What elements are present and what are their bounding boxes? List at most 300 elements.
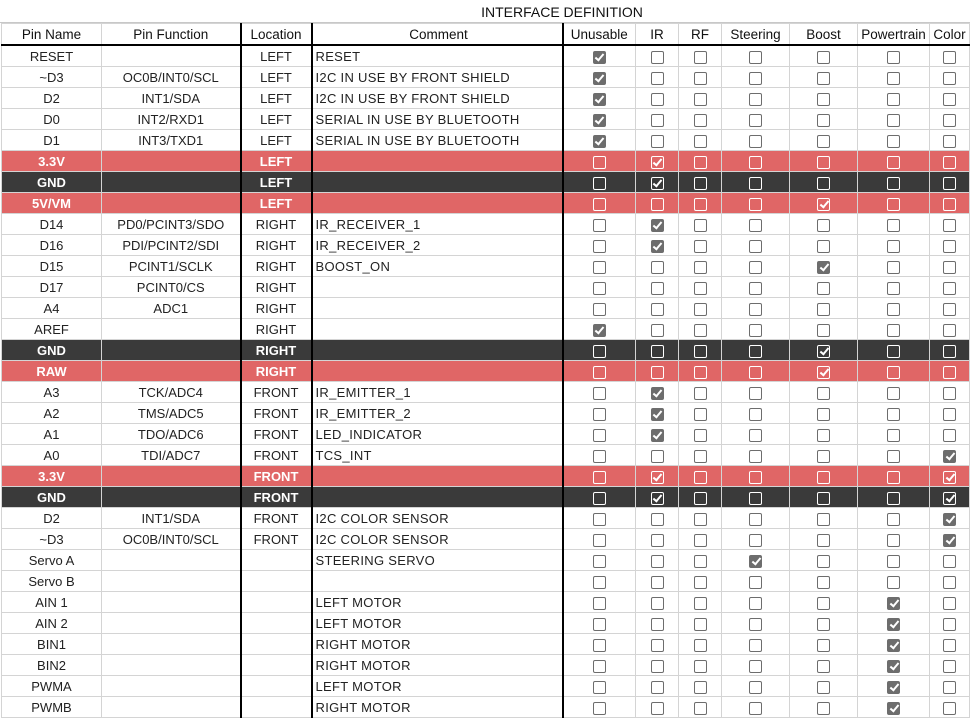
boost-checkbox[interactable] xyxy=(817,93,830,106)
color-checkbox[interactable] xyxy=(943,660,956,673)
powertrain-checkbox[interactable] xyxy=(887,366,900,379)
steering-checkbox[interactable] xyxy=(749,198,762,211)
pin-name-cell[interactable]: PWMA xyxy=(2,676,102,697)
pin-function-cell[interactable] xyxy=(102,676,241,697)
color-checkbox[interactable] xyxy=(943,576,956,589)
color-checkbox[interactable] xyxy=(943,135,956,148)
boost-checkbox[interactable] xyxy=(817,51,830,64)
unusable-checkbox[interactable] xyxy=(593,471,606,484)
color-checkbox[interactable] xyxy=(943,597,956,610)
boost-checkbox[interactable] xyxy=(817,135,830,148)
boost-checkbox[interactable] xyxy=(817,240,830,253)
color-checkbox[interactable] xyxy=(943,366,956,379)
ir-checkbox[interactable] xyxy=(651,471,664,484)
pin-function-cell[interactable] xyxy=(102,634,241,655)
boost-checkbox[interactable] xyxy=(817,408,830,421)
pin-function-cell[interactable]: TDI/ADC7 xyxy=(102,445,241,466)
comment-cell[interactable] xyxy=(312,487,563,508)
boost-checkbox[interactable] xyxy=(817,702,830,715)
comment-cell[interactable] xyxy=(312,151,563,172)
boost-checkbox[interactable] xyxy=(817,261,830,274)
color-checkbox[interactable] xyxy=(943,513,956,526)
steering-checkbox[interactable] xyxy=(749,177,762,190)
pin-function-cell[interactable] xyxy=(102,340,241,361)
color-checkbox[interactable] xyxy=(943,177,956,190)
comment-cell[interactable]: IR_RECEIVER_1 xyxy=(312,214,563,235)
ir-checkbox[interactable] xyxy=(651,261,664,274)
column-header-pin-function[interactable]: Pin Function xyxy=(102,24,241,46)
powertrain-checkbox[interactable] xyxy=(887,114,900,127)
color-checkbox[interactable] xyxy=(943,324,956,337)
color-checkbox[interactable] xyxy=(943,681,956,694)
column-header-boost[interactable]: Boost xyxy=(790,24,858,46)
unusable-checkbox[interactable] xyxy=(593,51,606,64)
color-checkbox[interactable] xyxy=(943,555,956,568)
unusable-checkbox[interactable] xyxy=(593,597,606,610)
pin-function-cell[interactable]: INT3/TXD1 xyxy=(102,130,241,151)
boost-checkbox[interactable] xyxy=(817,597,830,610)
color-checkbox[interactable] xyxy=(943,639,956,652)
ir-checkbox[interactable] xyxy=(651,492,664,505)
steering-checkbox[interactable] xyxy=(749,324,762,337)
boost-checkbox[interactable] xyxy=(817,450,830,463)
comment-cell[interactable] xyxy=(312,193,563,214)
color-checkbox[interactable] xyxy=(943,345,956,358)
rf-checkbox[interactable] xyxy=(694,513,707,526)
rf-checkbox[interactable] xyxy=(694,450,707,463)
column-header-steering[interactable]: Steering xyxy=(722,24,790,46)
rf-checkbox[interactable] xyxy=(694,282,707,295)
comment-cell[interactable] xyxy=(312,298,563,319)
comment-cell[interactable]: RIGHT MOTOR xyxy=(312,697,563,718)
location-cell[interactable]: FRONT xyxy=(241,424,312,445)
rf-checkbox[interactable] xyxy=(694,576,707,589)
pin-function-cell[interactable] xyxy=(102,151,241,172)
rf-checkbox[interactable] xyxy=(694,303,707,316)
rf-checkbox[interactable] xyxy=(694,618,707,631)
boost-checkbox[interactable] xyxy=(817,324,830,337)
comment-cell[interactable] xyxy=(312,571,563,592)
location-cell[interactable]: RIGHT xyxy=(241,319,312,340)
column-header-unusable[interactable]: Unusable xyxy=(563,24,636,46)
pin-name-cell[interactable]: 3.3V xyxy=(2,466,102,487)
location-cell[interactable]: LEFT xyxy=(241,172,312,193)
color-checkbox[interactable] xyxy=(943,219,956,232)
column-header-rf[interactable]: RF xyxy=(679,24,722,46)
pin-name-cell[interactable]: GND xyxy=(2,172,102,193)
unusable-checkbox[interactable] xyxy=(593,660,606,673)
comment-cell[interactable]: I2C IN USE BY FRONT SHIELD xyxy=(312,88,563,109)
comment-cell[interactable]: IR_RECEIVER_2 xyxy=(312,235,563,256)
pin-name-cell[interactable]: BIN2 xyxy=(2,655,102,676)
pin-name-cell[interactable]: GND xyxy=(2,487,102,508)
rf-checkbox[interactable] xyxy=(694,261,707,274)
unusable-checkbox[interactable] xyxy=(593,555,606,568)
comment-cell[interactable]: RIGHT MOTOR xyxy=(312,634,563,655)
rf-checkbox[interactable] xyxy=(694,219,707,232)
pin-function-cell[interactable]: TDO/ADC6 xyxy=(102,424,241,445)
pin-function-cell[interactable] xyxy=(102,45,241,67)
location-cell[interactable]: LEFT xyxy=(241,45,312,67)
pin-function-cell[interactable]: OC0B/INT0/SCL xyxy=(102,67,241,88)
ir-checkbox[interactable] xyxy=(651,135,664,148)
rf-checkbox[interactable] xyxy=(694,51,707,64)
rf-checkbox[interactable] xyxy=(694,366,707,379)
pin-name-cell[interactable]: BIN1 xyxy=(2,634,102,655)
location-cell[interactable]: RIGHT xyxy=(241,298,312,319)
rf-checkbox[interactable] xyxy=(694,93,707,106)
unusable-checkbox[interactable] xyxy=(593,387,606,400)
location-cell[interactable] xyxy=(241,697,312,718)
steering-checkbox[interactable] xyxy=(749,282,762,295)
location-cell[interactable] xyxy=(241,592,312,613)
pin-name-cell[interactable]: AIN 1 xyxy=(2,592,102,613)
pin-name-cell[interactable]: AREF xyxy=(2,319,102,340)
comment-cell[interactable]: TCS_INT xyxy=(312,445,563,466)
powertrain-checkbox[interactable] xyxy=(887,282,900,295)
pin-name-cell[interactable]: 5V/VM xyxy=(2,193,102,214)
rf-checkbox[interactable] xyxy=(694,471,707,484)
comment-cell[interactable] xyxy=(312,340,563,361)
pin-function-cell[interactable] xyxy=(102,592,241,613)
unusable-checkbox[interactable] xyxy=(593,576,606,589)
pin-function-cell[interactable] xyxy=(102,193,241,214)
pin-name-cell[interactable]: A2 xyxy=(2,403,102,424)
powertrain-checkbox[interactable] xyxy=(887,429,900,442)
ir-checkbox[interactable] xyxy=(651,513,664,526)
pin-function-cell[interactable] xyxy=(102,172,241,193)
ir-checkbox[interactable] xyxy=(651,156,664,169)
comment-cell[interactable]: LEFT MOTOR xyxy=(312,613,563,634)
powertrain-checkbox[interactable] xyxy=(887,51,900,64)
steering-checkbox[interactable] xyxy=(749,660,762,673)
location-cell[interactable]: LEFT xyxy=(241,151,312,172)
unusable-checkbox[interactable] xyxy=(593,114,606,127)
pin-name-cell[interactable]: D1 xyxy=(2,130,102,151)
color-checkbox[interactable] xyxy=(943,156,956,169)
rf-checkbox[interactable] xyxy=(694,240,707,253)
powertrain-checkbox[interactable] xyxy=(887,513,900,526)
comment-cell[interactable]: BOOST_ON xyxy=(312,256,563,277)
location-cell[interactable]: LEFT xyxy=(241,130,312,151)
powertrain-checkbox[interactable] xyxy=(887,597,900,610)
ir-checkbox[interactable] xyxy=(651,429,664,442)
boost-checkbox[interactable] xyxy=(817,156,830,169)
unusable-checkbox[interactable] xyxy=(593,492,606,505)
powertrain-checkbox[interactable] xyxy=(887,261,900,274)
pin-name-cell[interactable]: RAW xyxy=(2,361,102,382)
unusable-checkbox[interactable] xyxy=(593,324,606,337)
steering-checkbox[interactable] xyxy=(749,303,762,316)
pin-function-cell[interactable]: PCINT1/SCLK xyxy=(102,256,241,277)
location-cell[interactable] xyxy=(241,676,312,697)
boost-checkbox[interactable] xyxy=(817,513,830,526)
column-header-comment[interactable]: Comment xyxy=(312,24,563,46)
boost-checkbox[interactable] xyxy=(817,639,830,652)
powertrain-checkbox[interactable] xyxy=(887,198,900,211)
comment-cell[interactable] xyxy=(312,466,563,487)
ir-checkbox[interactable] xyxy=(651,387,664,400)
ir-checkbox[interactable] xyxy=(651,324,664,337)
pin-name-cell[interactable]: D0 xyxy=(2,109,102,130)
ir-checkbox[interactable] xyxy=(651,618,664,631)
pin-function-cell[interactable] xyxy=(102,655,241,676)
unusable-checkbox[interactable] xyxy=(593,135,606,148)
steering-checkbox[interactable] xyxy=(749,450,762,463)
boost-checkbox[interactable] xyxy=(817,282,830,295)
rf-checkbox[interactable] xyxy=(694,597,707,610)
rf-checkbox[interactable] xyxy=(694,408,707,421)
powertrain-checkbox[interactable] xyxy=(887,219,900,232)
location-cell[interactable] xyxy=(241,655,312,676)
boost-checkbox[interactable] xyxy=(817,198,830,211)
rf-checkbox[interactable] xyxy=(694,72,707,85)
rf-checkbox[interactable] xyxy=(694,198,707,211)
unusable-checkbox[interactable] xyxy=(593,72,606,85)
ir-checkbox[interactable] xyxy=(651,597,664,610)
location-cell[interactable]: FRONT xyxy=(241,508,312,529)
pin-name-cell[interactable]: D2 xyxy=(2,88,102,109)
color-checkbox[interactable] xyxy=(943,261,956,274)
location-cell[interactable]: RIGHT xyxy=(241,277,312,298)
powertrain-checkbox[interactable] xyxy=(887,660,900,673)
location-cell[interactable]: RIGHT xyxy=(241,235,312,256)
powertrain-checkbox[interactable] xyxy=(887,492,900,505)
pin-name-cell[interactable]: D16 xyxy=(2,235,102,256)
steering-checkbox[interactable] xyxy=(749,639,762,652)
ir-checkbox[interactable] xyxy=(651,366,664,379)
pin-function-cell[interactable]: PCINT0/CS xyxy=(102,277,241,298)
steering-checkbox[interactable] xyxy=(749,429,762,442)
pin-function-cell[interactable] xyxy=(102,361,241,382)
comment-cell[interactable]: I2C COLOR SENSOR xyxy=(312,529,563,550)
pin-function-cell[interactable]: PDI/PCINT2/SDI xyxy=(102,235,241,256)
pin-name-cell[interactable]: ~D3 xyxy=(2,529,102,550)
location-cell[interactable]: LEFT xyxy=(241,109,312,130)
color-checkbox[interactable] xyxy=(943,450,956,463)
steering-checkbox[interactable] xyxy=(749,114,762,127)
powertrain-checkbox[interactable] xyxy=(887,387,900,400)
comment-cell[interactable]: RIGHT MOTOR xyxy=(312,655,563,676)
unusable-checkbox[interactable] xyxy=(593,261,606,274)
unusable-checkbox[interactable] xyxy=(593,282,606,295)
powertrain-checkbox[interactable] xyxy=(887,555,900,568)
steering-checkbox[interactable] xyxy=(749,345,762,358)
color-checkbox[interactable] xyxy=(943,429,956,442)
comment-cell[interactable]: I2C IN USE BY FRONT SHIELD xyxy=(312,67,563,88)
column-header-location[interactable]: Location xyxy=(241,24,312,46)
location-cell[interactable]: FRONT xyxy=(241,445,312,466)
comment-cell[interactable]: I2C COLOR SENSOR xyxy=(312,508,563,529)
rf-checkbox[interactable] xyxy=(694,156,707,169)
steering-checkbox[interactable] xyxy=(749,702,762,715)
column-header-color[interactable]: Color xyxy=(930,24,970,46)
location-cell[interactable] xyxy=(241,550,312,571)
comment-cell[interactable]: IR_EMITTER_2 xyxy=(312,403,563,424)
column-header-powertrain[interactable]: Powertrain xyxy=(858,24,930,46)
boost-checkbox[interactable] xyxy=(817,576,830,589)
pin-function-cell[interactable] xyxy=(102,319,241,340)
boost-checkbox[interactable] xyxy=(817,219,830,232)
boost-checkbox[interactable] xyxy=(817,429,830,442)
steering-checkbox[interactable] xyxy=(749,156,762,169)
steering-checkbox[interactable] xyxy=(749,408,762,421)
ir-checkbox[interactable] xyxy=(651,450,664,463)
comment-cell[interactable]: LEFT MOTOR xyxy=(312,592,563,613)
powertrain-checkbox[interactable] xyxy=(887,156,900,169)
rf-checkbox[interactable] xyxy=(694,177,707,190)
steering-checkbox[interactable] xyxy=(749,492,762,505)
powertrain-checkbox[interactable] xyxy=(887,450,900,463)
color-checkbox[interactable] xyxy=(943,702,956,715)
rf-checkbox[interactable] xyxy=(694,681,707,694)
powertrain-checkbox[interactable] xyxy=(887,177,900,190)
boost-checkbox[interactable] xyxy=(817,177,830,190)
pin-function-cell[interactable]: ADC1 xyxy=(102,298,241,319)
steering-checkbox[interactable] xyxy=(749,471,762,484)
rf-checkbox[interactable] xyxy=(694,387,707,400)
comment-cell[interactable]: LEFT MOTOR xyxy=(312,676,563,697)
rf-checkbox[interactable] xyxy=(694,534,707,547)
ir-checkbox[interactable] xyxy=(651,660,664,673)
unusable-checkbox[interactable] xyxy=(593,366,606,379)
pin-function-cell[interactable]: OC0B/INT0/SCL xyxy=(102,529,241,550)
unusable-checkbox[interactable] xyxy=(593,681,606,694)
pin-function-cell[interactable] xyxy=(102,571,241,592)
ir-checkbox[interactable] xyxy=(651,576,664,589)
color-checkbox[interactable] xyxy=(943,240,956,253)
ir-checkbox[interactable] xyxy=(651,219,664,232)
rf-checkbox[interactable] xyxy=(694,345,707,358)
ir-checkbox[interactable] xyxy=(651,240,664,253)
steering-checkbox[interactable] xyxy=(749,366,762,379)
pin-name-cell[interactable]: D2 xyxy=(2,508,102,529)
steering-checkbox[interactable] xyxy=(749,240,762,253)
unusable-checkbox[interactable] xyxy=(593,303,606,316)
pin-name-cell[interactable]: A4 xyxy=(2,298,102,319)
ir-checkbox[interactable] xyxy=(651,93,664,106)
pin-name-cell[interactable]: GND xyxy=(2,340,102,361)
comment-cell[interactable]: SERIAL IN USE BY BLUETOOTH xyxy=(312,109,563,130)
unusable-checkbox[interactable] xyxy=(593,534,606,547)
pin-name-cell[interactable]: A0 xyxy=(2,445,102,466)
pin-function-cell[interactable] xyxy=(102,613,241,634)
pin-name-cell[interactable]: D17 xyxy=(2,277,102,298)
color-checkbox[interactable] xyxy=(943,93,956,106)
rf-checkbox[interactable] xyxy=(694,639,707,652)
boost-checkbox[interactable] xyxy=(817,471,830,484)
powertrain-checkbox[interactable] xyxy=(887,324,900,337)
boost-checkbox[interactable] xyxy=(817,72,830,85)
location-cell[interactable]: RIGHT xyxy=(241,214,312,235)
pin-function-cell[interactable]: TCK/ADC4 xyxy=(102,382,241,403)
color-checkbox[interactable] xyxy=(943,51,956,64)
ir-checkbox[interactable] xyxy=(651,303,664,316)
unusable-checkbox[interactable] xyxy=(593,156,606,169)
location-cell[interactable]: FRONT xyxy=(241,382,312,403)
steering-checkbox[interactable] xyxy=(749,597,762,610)
steering-checkbox[interactable] xyxy=(749,576,762,589)
pin-name-cell[interactable]: Servo A xyxy=(2,550,102,571)
location-cell[interactable]: RIGHT xyxy=(241,361,312,382)
powertrain-checkbox[interactable] xyxy=(887,72,900,85)
unusable-checkbox[interactable] xyxy=(593,429,606,442)
steering-checkbox[interactable] xyxy=(749,534,762,547)
powertrain-checkbox[interactable] xyxy=(887,135,900,148)
rf-checkbox[interactable] xyxy=(694,492,707,505)
boost-checkbox[interactable] xyxy=(817,681,830,694)
pin-function-cell[interactable]: PD0/PCINT3/SDO xyxy=(102,214,241,235)
rf-checkbox[interactable] xyxy=(694,324,707,337)
boost-checkbox[interactable] xyxy=(817,660,830,673)
color-checkbox[interactable] xyxy=(943,408,956,421)
unusable-checkbox[interactable] xyxy=(593,639,606,652)
steering-checkbox[interactable] xyxy=(749,93,762,106)
steering-checkbox[interactable] xyxy=(749,72,762,85)
comment-cell[interactable] xyxy=(312,277,563,298)
boost-checkbox[interactable] xyxy=(817,618,830,631)
color-checkbox[interactable] xyxy=(943,303,956,316)
powertrain-checkbox[interactable] xyxy=(887,93,900,106)
pin-name-cell[interactable]: D14 xyxy=(2,214,102,235)
pin-name-cell[interactable]: AIN 2 xyxy=(2,613,102,634)
powertrain-checkbox[interactable] xyxy=(887,618,900,631)
steering-checkbox[interactable] xyxy=(749,261,762,274)
pin-name-cell[interactable]: ~D3 xyxy=(2,67,102,88)
unusable-checkbox[interactable] xyxy=(593,618,606,631)
ir-checkbox[interactable] xyxy=(651,534,664,547)
location-cell[interactable]: LEFT xyxy=(241,193,312,214)
powertrain-checkbox[interactable] xyxy=(887,639,900,652)
steering-checkbox[interactable] xyxy=(749,387,762,400)
unusable-checkbox[interactable] xyxy=(593,219,606,232)
rf-checkbox[interactable] xyxy=(694,555,707,568)
boost-checkbox[interactable] xyxy=(817,555,830,568)
color-checkbox[interactable] xyxy=(943,282,956,295)
comment-cell[interactable]: SERIAL IN USE BY BLUETOOTH xyxy=(312,130,563,151)
ir-checkbox[interactable] xyxy=(651,72,664,85)
pin-function-cell[interactable] xyxy=(102,466,241,487)
ir-checkbox[interactable] xyxy=(651,555,664,568)
boost-checkbox[interactable] xyxy=(817,387,830,400)
pin-function-cell[interactable]: INT2/RXD1 xyxy=(102,109,241,130)
ir-checkbox[interactable] xyxy=(651,408,664,421)
steering-checkbox[interactable] xyxy=(749,51,762,64)
comment-cell[interactable] xyxy=(312,319,563,340)
rf-checkbox[interactable] xyxy=(694,660,707,673)
color-checkbox[interactable] xyxy=(943,114,956,127)
color-checkbox[interactable] xyxy=(943,387,956,400)
boost-checkbox[interactable] xyxy=(817,114,830,127)
rf-checkbox[interactable] xyxy=(694,429,707,442)
ir-checkbox[interactable] xyxy=(651,702,664,715)
steering-checkbox[interactable] xyxy=(749,555,762,568)
ir-checkbox[interactable] xyxy=(651,345,664,358)
ir-checkbox[interactable] xyxy=(651,51,664,64)
comment-cell[interactable]: RESET xyxy=(312,45,563,67)
ir-checkbox[interactable] xyxy=(651,282,664,295)
pin-name-cell[interactable]: Servo B xyxy=(2,571,102,592)
boost-checkbox[interactable] xyxy=(817,303,830,316)
location-cell[interactable]: RIGHT xyxy=(241,256,312,277)
ir-checkbox[interactable] xyxy=(651,681,664,694)
powertrain-checkbox[interactable] xyxy=(887,471,900,484)
steering-checkbox[interactable] xyxy=(749,681,762,694)
rf-checkbox[interactable] xyxy=(694,702,707,715)
pin-name-cell[interactable]: 3.3V xyxy=(2,151,102,172)
color-checkbox[interactable] xyxy=(943,72,956,85)
location-cell[interactable]: RIGHT xyxy=(241,340,312,361)
